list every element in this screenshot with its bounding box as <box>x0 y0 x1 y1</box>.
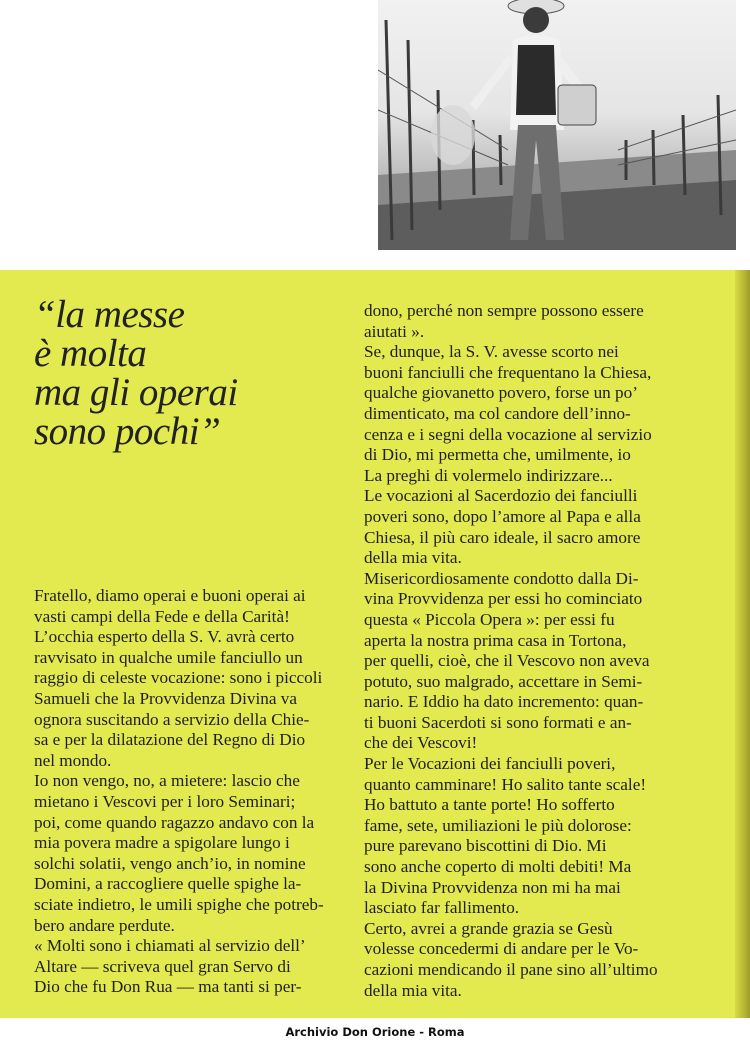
text-line: della mia vita. <box>364 548 462 568</box>
text-line: la Divina Provvidenza non mi ha mai <box>364 877 621 897</box>
text-line: Io non vengo, no, a mietere: lascio che <box>34 771 300 791</box>
text-line: raggio di celeste vocazione: sono i piccoli <box>34 668 323 688</box>
quote-line: “la messe <box>34 293 185 336</box>
text-line: ognora suscitando a servizio della Chie- <box>34 709 310 729</box>
footer <box>0 1018 750 1048</box>
text-line: buoni fanciulli che frequentano la Chiesa, <box>364 362 652 382</box>
text-line: Dio che fu Don Rua — ma tanti si per- <box>34 977 302 997</box>
text-line: di Dio, mi permetta che, umilmente, io <box>364 445 631 465</box>
text-line: quanto camminare! Ho salito tante scale! <box>364 774 647 794</box>
text-line: cenza e i segni della vocazione al servizio <box>364 424 652 444</box>
text-line: vina Provvidenza per essi ho cominciato <box>364 589 643 609</box>
text-line: lasciato far fallimento. <box>364 898 520 918</box>
text-line: qualche giovanetto povero, forse un po’ <box>364 383 638 403</box>
right-column <box>364 301 694 1001</box>
text-line: Se, dunque, la S. V. avesse scorto nei <box>364 342 619 362</box>
text-line: Ho battuto a tante porte! Ho sofferto <box>364 795 615 815</box>
page-edge <box>735 270 750 1018</box>
text-line: che dei Vescovi! <box>364 733 478 753</box>
text-line: nario. E Iddio ha dato incremento: quan- <box>364 692 644 712</box>
text-line: fame, sete, umiliazioni le più dolorose: <box>364 815 632 835</box>
text-line: dono, perché non sempre possono essere <box>364 301 644 320</box>
text-line: Chiesa, il più caro ideale, il sacro amore <box>364 527 641 547</box>
quote-title <box>34 295 334 451</box>
text-line: Le vocazioni al Sacerdozio dei fanciulli <box>364 486 638 506</box>
text-line: poveri sono, dopo l’amore al Papa e alla <box>364 506 641 526</box>
text-line: dimenticato, ma col candore dell’inno- <box>364 403 631 423</box>
text-line: Misericordiosamente condotto dalla Di- <box>364 568 639 588</box>
text-line: volesse concedermi di andare per le Vo- <box>364 939 639 959</box>
text-line: sa e per la dilatazione del Regno di Dio <box>34 730 306 750</box>
text-line: per quelli, cioè, che il Vescovo non aveva <box>364 651 650 671</box>
sower-photo <box>378 0 736 250</box>
text-line: potuto, suo malgrado, accettare in Semi- <box>364 671 643 691</box>
text-line: « Molti sono i chiamati al servizio dell’ <box>34 936 306 956</box>
text-line: aperta la nostra prima casa in Tortona, <box>364 630 627 650</box>
quote-line: è molta <box>34 332 147 375</box>
text-line: Domini, a raccogliere quelle spighe la- <box>34 874 302 894</box>
text-line: solchi solatii, vengo anch’io, in nomine <box>34 853 306 873</box>
text-line: Certo, avrei a grande grazia se Gesù <box>364 918 613 938</box>
left-column <box>34 586 349 998</box>
text-line: Samueli che la Provvidenza Divina va <box>34 688 297 708</box>
text-line: sono anche coperto di molti debiti! Ma <box>364 857 632 877</box>
text-line: bero andare perdute. <box>34 915 175 935</box>
sower-illustration <box>378 0 736 250</box>
text-line: questa « Piccola Opera »: per essi fu <box>364 609 615 629</box>
text-line: cazioni mendicando il pane sino all’ultimo <box>364 960 658 979</box>
text-line: nel mondo. <box>34 750 112 770</box>
text-line: Fratello, diamo operai e buoni operai ai <box>34 586 306 605</box>
text-line: della mia vita. <box>364 980 462 1000</box>
text-line: Per le Vocazioni dei fanciulli poveri, <box>364 754 616 774</box>
text-line: pure parevano biscottini di Dio. Mi <box>364 836 607 856</box>
text-line: aiutati ». <box>364 321 425 341</box>
archive-credit: Archivio Don Orione - Roma <box>285 1025 465 1039</box>
quote-line: sono pochi” <box>34 410 221 453</box>
text-line: poi, come quando ragazzo andavo con la <box>34 812 315 832</box>
text-line: mietano i Vescovi per i loro Seminari; <box>34 791 296 811</box>
text-line: L’occhia esperto della S. V. avrà certo <box>34 627 295 647</box>
quote-line: ma gli operai <box>34 371 238 414</box>
text-line: sciate indietro, le umili spighe che potreb- <box>34 894 324 914</box>
text-line: La preghi di volermelo indirizzare... <box>364 465 613 485</box>
text-line: mia povera madre a spigolare lungo i <box>34 833 290 853</box>
text-line: vasti campi della Fede e della Carità! <box>34 606 290 626</box>
text-line: Altare — scriveva quel gran Servo di <box>34 956 291 976</box>
text-line: ravvisato in qualche umile fanciullo un <box>34 647 303 667</box>
text-line: ti buoni Sacerdoti si sono formati e an- <box>364 712 632 732</box>
